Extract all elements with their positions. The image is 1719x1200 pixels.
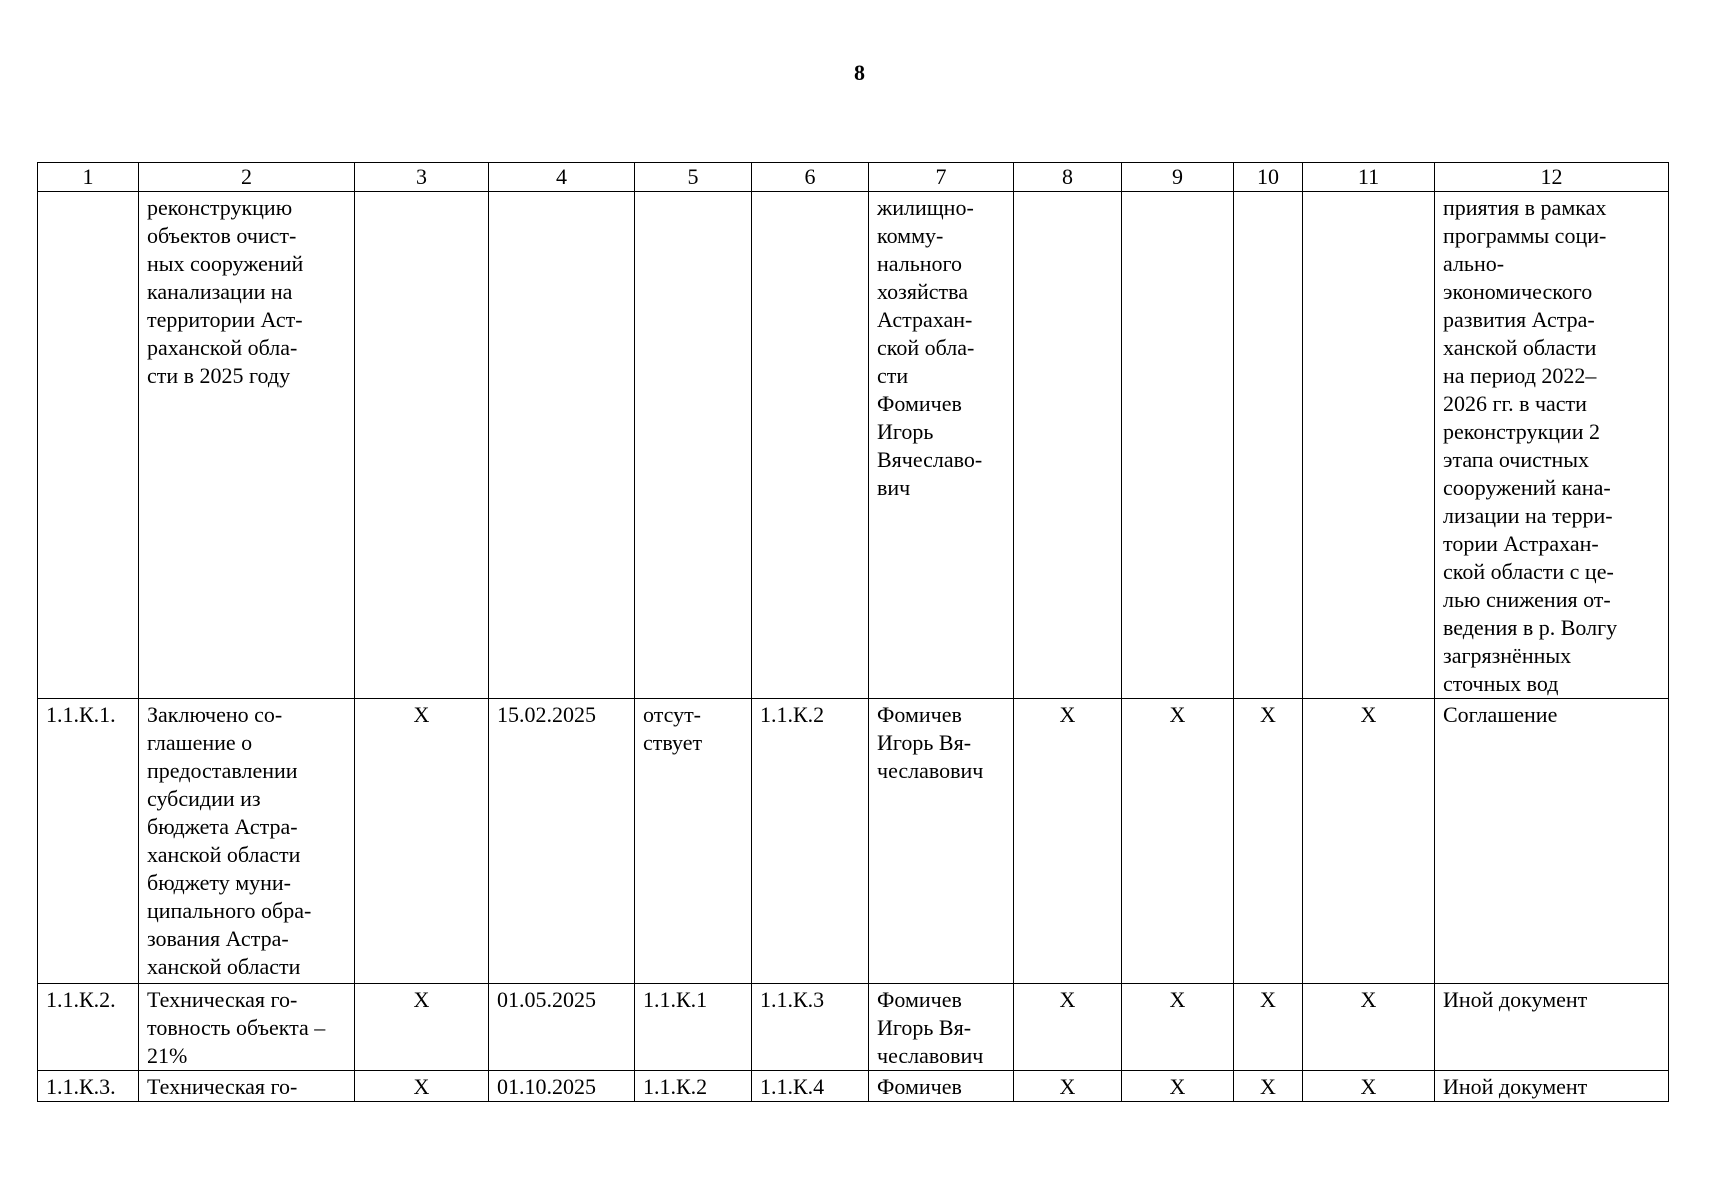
cell-col8: X (1014, 699, 1122, 984)
cell-description: Заключено со- глашение о предоставлении субсидии из бюджета Астра- ханской области бюджету муни- ципального обра- зования Астра- ханской области (139, 699, 355, 984)
page-number: 8 (854, 60, 865, 85)
cell-col8 (1014, 192, 1122, 699)
cell-col3: X (355, 699, 489, 984)
cell-col11: X (1303, 1071, 1435, 1102)
column-header-5: 5 (635, 163, 752, 192)
cell-document: Иной документ (1435, 1071, 1669, 1102)
cell-document: приятия в рамках программы соци- ально- экономического развития Астра- ханской области на период 2022– 2026 гг. в части реконструкции 2 этапа очистных сооружений кана- лизации на терри- тории Астрахан- ской области с це- лью снижения от- ведения в р. Волгу загрязнённых сточных вод (1435, 192, 1669, 699)
column-header-7: 7 (869, 163, 1014, 192)
cell-date (489, 192, 635, 699)
cell-date: 01.10.2025 (489, 1071, 635, 1102)
cell-responsible: Фомичев Игорь Вя- чеславович (869, 984, 1014, 1071)
column-header-9: 9 (1122, 163, 1234, 192)
column-header-8: 8 (1014, 163, 1122, 192)
table-row (38, 699, 1669, 984)
cell-predecessor: 1.1.К.2 (635, 1071, 752, 1102)
column-header-3: 3 (355, 163, 489, 192)
header-row (38, 163, 1669, 192)
cell-col10: X (1234, 984, 1303, 1071)
cell-col10: X (1234, 1071, 1303, 1102)
cell-responsible: жилищно- комму- нального хозяйства Астрахан- ской обла- сти Фомичев Игорь Вячеславо- вич (869, 192, 1014, 699)
cell-predecessor: отсут- ствует (635, 699, 752, 984)
cell-responsible: Фомичев Игорь Вя- чеславович (869, 699, 1014, 984)
cell-col9: X (1122, 699, 1234, 984)
cell-col10: X (1234, 699, 1303, 984)
cell-col9: X (1122, 984, 1234, 1071)
cell-description: Техническая го- (139, 1071, 355, 1102)
cell-successor (752, 192, 869, 699)
cell-col9: X (1122, 1071, 1234, 1102)
cell-number: 1.1.К.1. (38, 699, 139, 984)
cell-col8: X (1014, 984, 1122, 1071)
cell-date: 15.02.2025 (489, 699, 635, 984)
schedule-table (37, 162, 1669, 1102)
cell-number (38, 192, 139, 699)
table-row (38, 192, 1669, 699)
cell-col11: X (1303, 699, 1435, 984)
cell-predecessor (635, 192, 752, 699)
column-header-6: 6 (752, 163, 869, 192)
column-header-12: 12 (1435, 163, 1669, 192)
cell-description: Техническая го- товность объекта – 21% (139, 984, 355, 1071)
cell-description: реконструкцию объектов очист- ных сооружений канализации на территории Аст- раханской обла- сти в 2025 году (139, 192, 355, 699)
column-header-11: 11 (1303, 163, 1435, 192)
cell-successor: 1.1.К.3 (752, 984, 869, 1071)
cell-col3: X (355, 984, 489, 1071)
cell-document: Иной документ (1435, 984, 1669, 1071)
cell-number: 1.1.К.2. (38, 984, 139, 1071)
cell-date: 01.05.2025 (489, 984, 635, 1071)
cell-col8: X (1014, 1071, 1122, 1102)
cell-col3: X (355, 1071, 489, 1102)
cell-col9 (1122, 192, 1234, 699)
cell-successor: 1.1.К.4 (752, 1071, 869, 1102)
cell-col11: X (1303, 984, 1435, 1071)
cell-successor: 1.1.К.2 (752, 699, 869, 984)
cell-col10 (1234, 192, 1303, 699)
table-row (38, 1071, 1669, 1102)
cell-col11 (1303, 192, 1435, 699)
cell-number: 1.1.К.3. (38, 1071, 139, 1102)
cell-document: Соглашение (1435, 699, 1669, 984)
column-header-1: 1 (38, 163, 139, 192)
column-header-10: 10 (1234, 163, 1303, 192)
cell-responsible: Фомичев (869, 1071, 1014, 1102)
cell-predecessor: 1.1.К.1 (635, 984, 752, 1071)
table-row (38, 984, 1669, 1071)
column-header-4: 4 (489, 163, 635, 192)
cell-col3 (355, 192, 489, 699)
column-header-2: 2 (139, 163, 355, 192)
